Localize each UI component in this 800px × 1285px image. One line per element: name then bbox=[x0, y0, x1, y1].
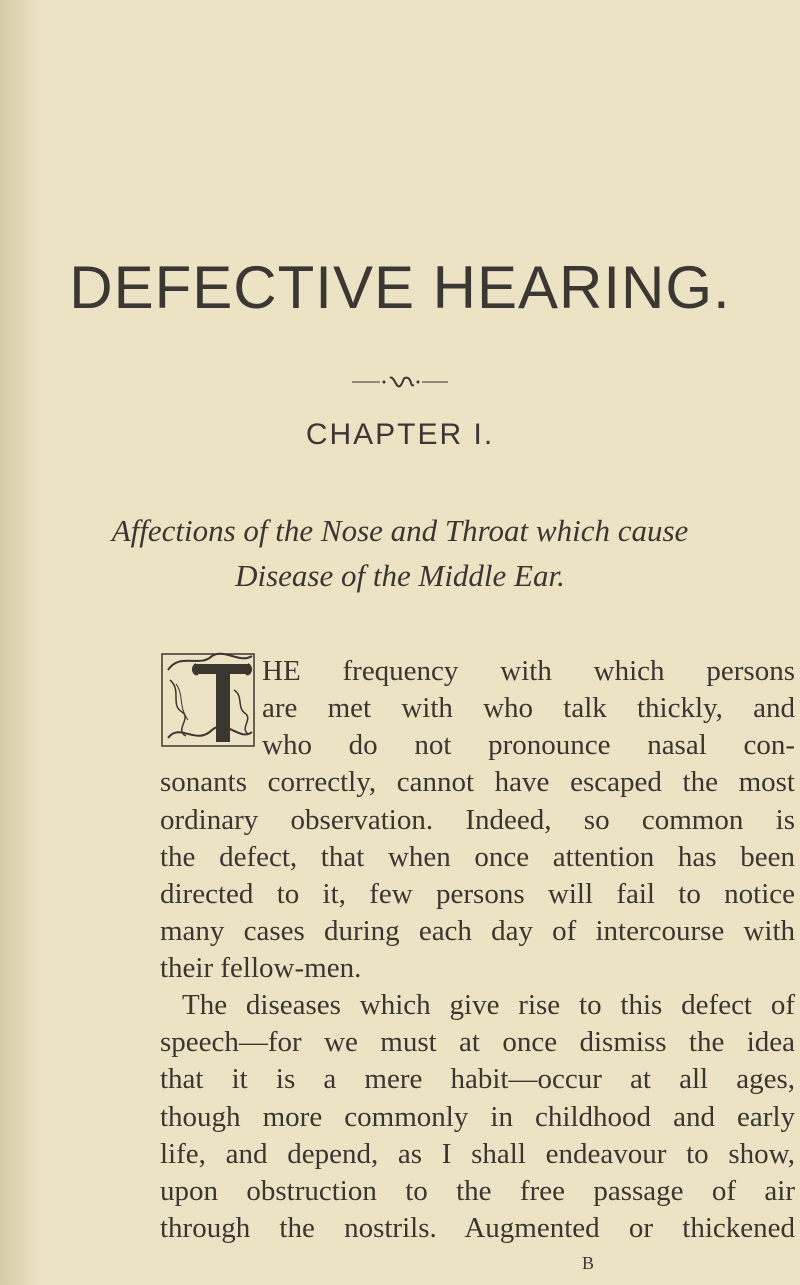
signature-mark: B bbox=[582, 1253, 595, 1273]
chapter-heading: CHAPTER I. bbox=[305, 418, 495, 451]
ornament-icon bbox=[352, 375, 448, 389]
paragraph-1-line-6: the defect, that when once attention has been bbox=[160, 841, 795, 873]
paragraph-2-line-6: upon obstruction to the free passage of air bbox=[160, 1175, 795, 1207]
paragraph-2-line-5: life, and depend, as I shall endeavour to show, bbox=[160, 1138, 795, 1170]
paragraph-2-line-2: speech—for we must at once dismiss the idea bbox=[160, 1026, 795, 1058]
paragraph-2-line-4: though more commonly in childhood and early bbox=[160, 1101, 795, 1133]
book-title: DEFECTIVE HEARING. bbox=[69, 254, 731, 321]
paragraph-1-line-2: are met with who talk thickly, and bbox=[262, 692, 795, 724]
chapter-subtitle-line-2: Disease of the Middle Ear. bbox=[235, 558, 565, 593]
paragraph-2-line-3: that it is a mere habit—occur at all ages, bbox=[160, 1063, 795, 1095]
chapter-subtitle-line-1: Affections of the Nose and Throat which cause bbox=[111, 513, 689, 548]
paragraph-1-line-8: many cases during each day of intercourse with bbox=[160, 915, 795, 947]
drop-cap-ornament bbox=[160, 650, 256, 750]
page-edge-shadow bbox=[0, 0, 40, 1285]
paragraph-2-line-7: through the nostrils. Augmented or thickened bbox=[160, 1212, 795, 1244]
paragraph-1-line-1: HE frequency with which persons bbox=[262, 655, 795, 687]
paragraph-1-line-7: directed to it, few persons will fail to notice bbox=[160, 878, 795, 910]
paragraph-2-line-1: The diseases which give rise to this defect of bbox=[182, 989, 795, 1021]
decorative-initial-icon bbox=[160, 650, 256, 750]
paragraph-1-line-9: their fellow-men. bbox=[160, 952, 362, 984]
paragraph-1-line-3: who do not pronounce nasal con- bbox=[262, 729, 795, 761]
paragraph-1-line-5: ordinary observation. Indeed, so common is bbox=[160, 804, 795, 836]
ornament-divider bbox=[0, 372, 800, 392]
paragraph-1-line-4: sonants correctly, cannot have escaped the most bbox=[160, 766, 795, 798]
